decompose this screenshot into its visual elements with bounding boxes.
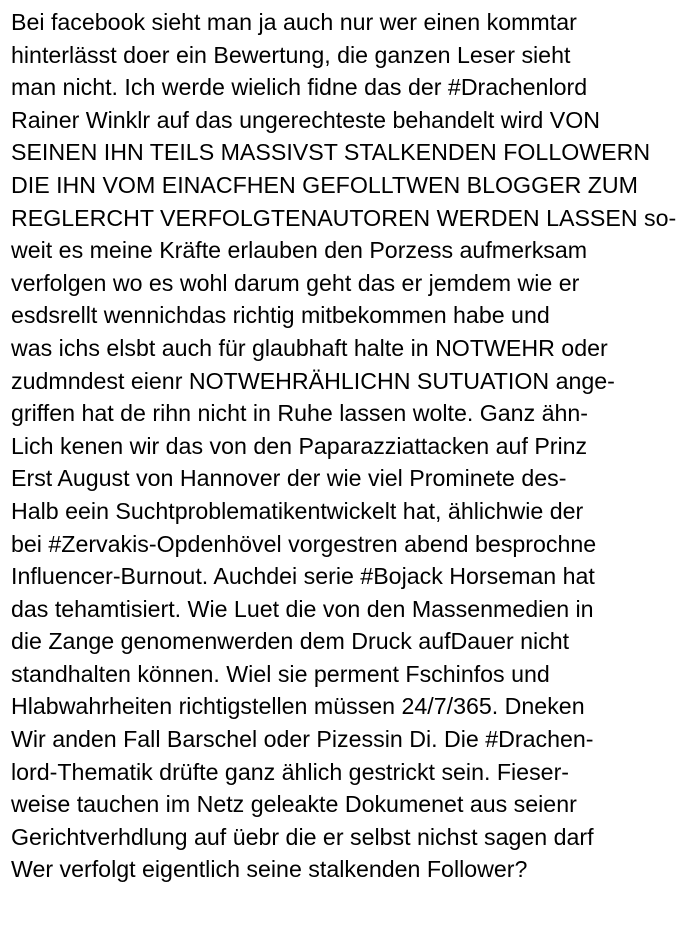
text-line: esdsrellt wennichdas richtig mitbekommen habe und: [11, 302, 550, 329]
text-line: Gerichtverhdlung auf üebr die er selbst nichst sagen darf: [11, 823, 594, 850]
text-line: Wer verfolgt eigentlich seine stalkenden Follower?: [11, 856, 528, 883]
text-line: Halb eein Suchtproblematikentwickelt hat, ählichwie der: [11, 497, 584, 524]
text-line: lord-Thematik drüfte ganz ählich gestrickt sein. Fieser-: [11, 758, 570, 785]
text-line: das tehamtisiert. Wie Luet die von den Massenmedien in: [11, 595, 594, 622]
text-line: was ichs elsbt auch für glaubhaft halte in NOTWEHR oder: [11, 334, 608, 361]
text-line: weit es meine Kräfte erlauben den Porzess aufmerksam: [11, 237, 588, 264]
text-line: man nicht. Ich werde wielich fidne das der #Drachenlord: [11, 74, 588, 101]
text-line: Hlabwahrheiten richtigstellen müssen 24/7/365. Dneken: [11, 693, 585, 720]
text-line: SEINEN IHN TEILS MASSIVST STALKENDEN FOLLOWERN: [11, 139, 651, 166]
text-line: bei #Zervakis-Opdenhövel vorgestren abend besprochne: [11, 530, 597, 557]
text-line: Erst August von Hannover der wie viel Prominete des-: [11, 465, 567, 492]
text-line: zudmndest eienr NOTWEHRÄHLICHN SUTUATION ange-: [11, 367, 615, 394]
text-line: verfolgen wo es wohl darum geht das er jemdem wie er: [11, 269, 580, 296]
text-line: Wir anden Fall Barschel oder Pizessin Di. Die #Drachen-: [11, 726, 594, 753]
text-line: REGLERCHT VERFOLGTENAUTOREN WERDEN LASSEN so-: [11, 204, 677, 231]
text-line: Lich kenen wir das von den Paparazziattacken auf Prinz: [11, 432, 588, 459]
text-line: weise tauchen im Netz geleakte Dokumenet aus seienr: [11, 791, 577, 818]
text-line: Rainer Winklr auf das ungerechteste behandelt wird VON: [11, 106, 601, 133]
text-line: griffen hat de rihn nicht in Ruhe lassen wolte. Ganz ähn-: [11, 400, 589, 427]
text-line: DIE IHN VOM EINACFHEN GEFOLLTWEN BLOGGER ZUM: [11, 171, 638, 198]
text-line: Bei facebook sieht man ja auch nur wer einen kommtar: [11, 9, 577, 35]
text-line: Influencer-Burnout. Auchdei serie #Bojack Horseman hat: [11, 563, 595, 590]
text-line: standhalten können. Wiel sie perment Fschinfos und: [11, 660, 550, 687]
body-text: [11, 6, 681, 886]
text-line: hinterlässt doer ein Bewertung, die ganzen Leser sieht: [11, 41, 571, 68]
text-line: die Zange genomenwerden dem Druck aufDauer nicht: [11, 628, 570, 655]
